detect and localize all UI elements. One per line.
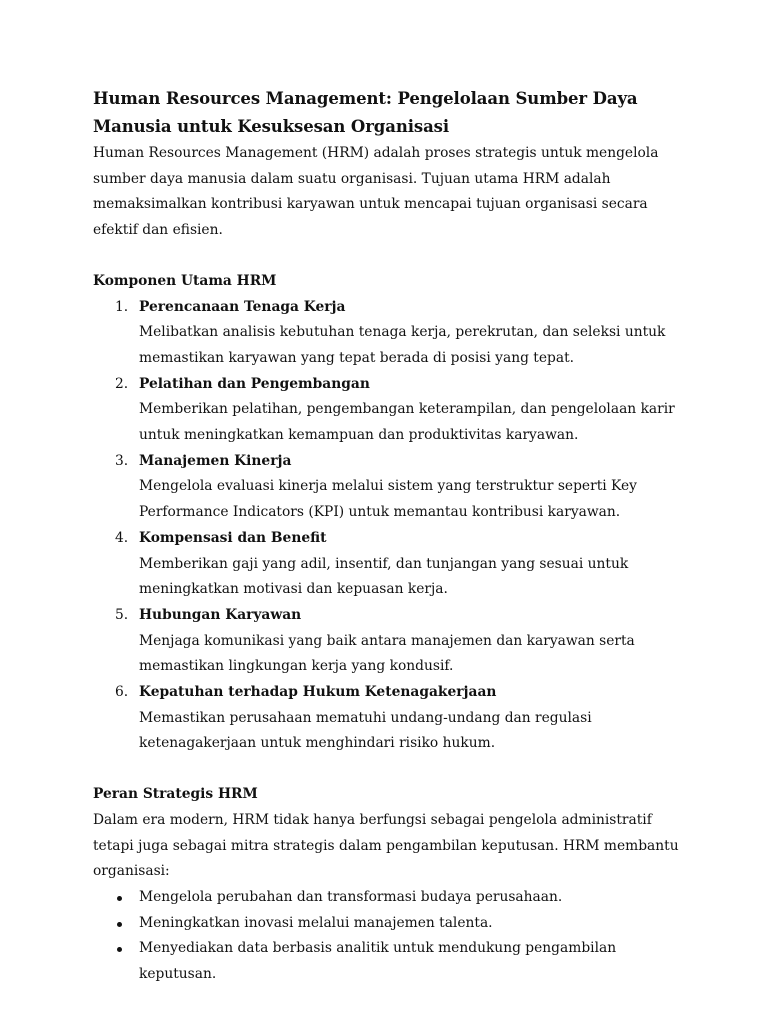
document-title: Human Resources Management: Pengelolaan Sumber Daya Manusia untuk Kesuksesan Organisasi [93,89,638,136]
component-description: Memberikan gaji yang adil, insentif, dan tunjangan yang sesuai untuk meningkatkan motivasi dan kepuasan kerja. [139,555,629,598]
bullet-icon [117,896,122,901]
component-number: 1. [115,298,129,315]
component-item [93,372,693,449]
document-page [93,85,693,988]
components-list [93,295,693,758]
component-number: 5. [115,606,129,623]
component-number: 4. [115,529,129,546]
bullet-item [93,885,693,911]
bullet-text: Menyediakan data berbasis analitik untuk mendukung pengambilan keputusan. [139,940,617,983]
intro-paragraph: Human Resources Management (HRM) adalah proses strategis untuk mengelola sumber daya manusia dalam suatu organisasi. Tujuan utama HRM adalah memaksimalkan kontribusi karyawan untuk mencapai tujuan organisasi secara efektif dan efisien. [93,145,659,239]
bullet-item [93,936,693,987]
bullet-text: Meningkatkan inovasi melalui manajemen talenta. [139,914,493,931]
bullet-icon [117,922,122,927]
component-description: Memberikan pelatihan, pengembangan keterampilan, dan pengelolaan karir untuk meningkatkan kemampuan dan produktivitas karyawan. [139,401,675,444]
component-description: Mengelola evaluasi kinerja melalui sistem yang terstruktur seperti Key Performance Indicators (KPI) untuk memantau kontribusi karyawan. [139,478,637,521]
section-spacer [93,244,693,269]
component-title: Pelatihan dan Pengembangan [139,375,370,392]
component-title: Perencanaan Tenaga Kerja [139,298,346,315]
strategic-paragraph: Dalam era modern, HRM tidak hanya berfungsi sebagai pengelola administratif tetapi juga sebagai mitra strategis dalam pengambilan keputusan. HRM membantu organisasi: [93,811,679,880]
bullet-text: Mengelola perubahan dan transformasi budaya perusahaan. [139,888,563,905]
section-spacer [93,757,693,782]
components-heading: Komponen Utama HRM [93,272,277,289]
component-number: 6. [115,684,129,701]
component-number: 3. [115,452,129,469]
component-item [93,603,693,680]
component-item [93,449,693,526]
component-description: Melibatkan analisis kebutuhan tenaga kerja, perekrutan, dan seleksi untuk memastikan karyawan yang tepat berada di posisi yang tepat. [139,324,666,366]
component-item [93,680,693,757]
component-description: Menjaga komunikasi yang baik antara manajemen dan karyawan serta memastikan lingkungan kerja yang kondusif. [139,632,635,675]
component-title: Hubungan Karyawan [139,606,302,623]
bullet-item [93,911,693,937]
component-description: Memastikan perusahaan mematuhi undang-undang dan regulasi ketenagakerjaan untuk menghindari risiko hukum. [139,709,592,752]
strategic-heading: Peran Strategis HRM [93,786,258,803]
strategic-bullet-list [93,885,693,988]
component-title: Kepatuhan terhadap Hukum Ketenagakerjaan [139,684,497,701]
component-number: 2. [115,375,129,392]
component-item [93,526,693,603]
bullet-icon [117,947,122,952]
component-title: Kompensasi dan Benefit [139,529,327,546]
component-item [93,295,693,372]
component-title: Manajemen Kinerja [139,452,292,469]
